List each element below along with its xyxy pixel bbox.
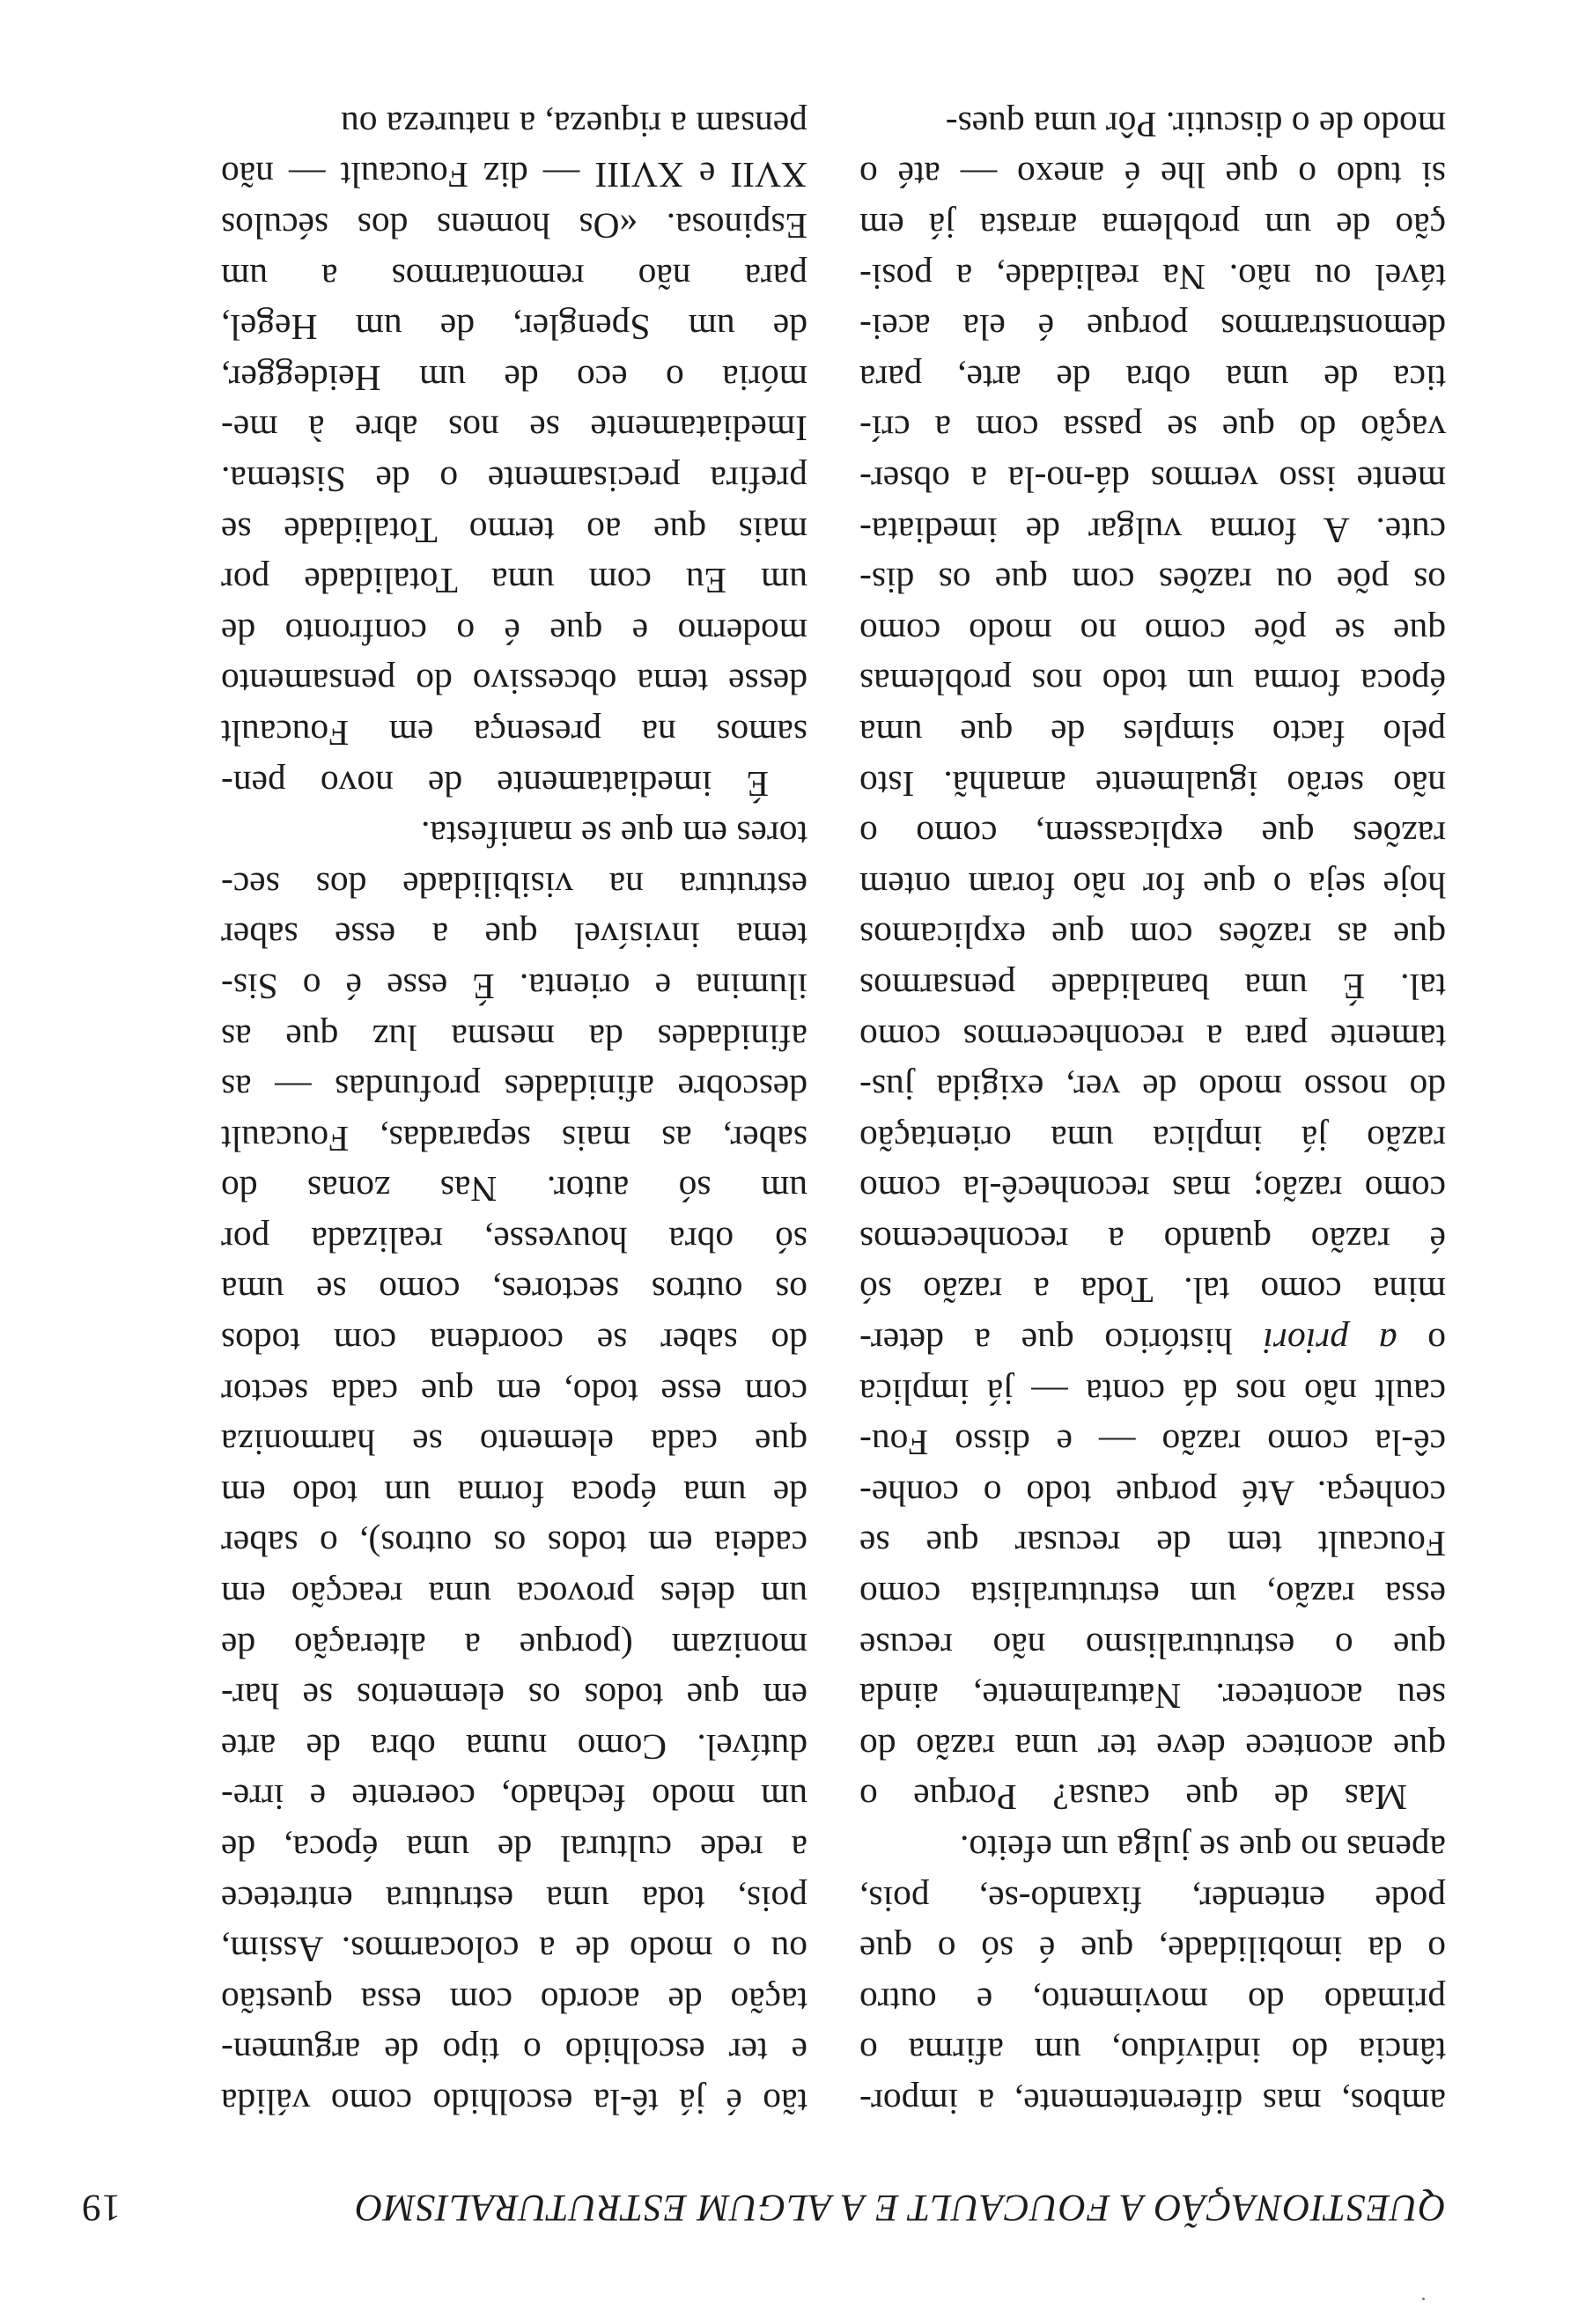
text-line: que se põe como no modo como [859, 611, 1446, 652]
text-line: cute. A forma vulgar de imediata- [859, 510, 1446, 551]
text-line: prefira precisamente o de Sistema. [221, 460, 807, 500]
text-line: um modo fechado, coerente e irre- [221, 1777, 807, 1819]
text-line: época forma um todo nos problemas [859, 662, 1446, 703]
text-line: mente isso vermos dá-no-la a obser- [859, 460, 1446, 500]
text-line: mais que ao termo Totalidade se [221, 510, 807, 551]
text-line: ambos, mas diferentemente, a impor- [859, 2082, 1446, 2122]
page-number: 19 [81, 2187, 121, 2228]
text-line: ou o modo de a colocarmos. Assim, [221, 1930, 807, 1971]
text-line: desse tema obcessivo do pensamento [221, 662, 807, 703]
text-line: tação de acordo com essa questão [221, 1980, 807, 2021]
text-line: XVII e XVIII — diz Foucault — não [221, 155, 807, 196]
text-line: demonstrarmos porque é ela acei- [859, 307, 1446, 349]
text-line: monizam (porque a alteração de [221, 1625, 807, 1666]
text-line: cê-la como razão — e disso Fou- [859, 1423, 1446, 1464]
text-line: vação do que se passa com a crí- [859, 408, 1446, 450]
text-line: tamente para a reconhecermos como [859, 1017, 1446, 1058]
text-line: ilumina e orienta. É esse é o Sis- [221, 966, 807, 1007]
text-line: pelo facto simples de que uma [859, 712, 1446, 754]
text-line: com esse todo, em que cada sector [221, 1372, 807, 1413]
text-line: tica de uma obra de arte, para [859, 357, 1446, 399]
text-line: pois, toda uma estrutura entretece [221, 1879, 807, 1920]
text-line: só obra houvesse, realizada por [221, 1219, 807, 1261]
text-line: samos na presença em Foucault [221, 712, 807, 754]
page-header [81, 2176, 1446, 2229]
text-line: Espinosa. «Os homens dos séculos [221, 206, 807, 247]
scan-speck [1422, 2298, 1425, 2300]
text-line: cadeia em todos os outros), o saber [221, 1524, 807, 1565]
text-line: tância do indivíduo, um afirma o [859, 2031, 1446, 2072]
text-line: seu acontecer. Naturalmente, ainda [859, 1676, 1446, 1717]
text-line: do nosso modo de ver, exigida jus- [859, 1068, 1446, 1109]
text-line: que o estruturalismo não recuse [859, 1625, 1446, 1666]
text-line: mória o eco de um Heidegger, [221, 357, 807, 399]
text-line: primado do movimento, e outro [859, 1980, 1446, 2021]
text-line: cault não nos dá conta — já implica [859, 1372, 1446, 1413]
text-line: essa razão, um estruturalista como [859, 1575, 1446, 1616]
text-line: apenas no que se julga um efeito. [959, 1828, 1446, 1870]
text-line: que as razões com que explicamos [859, 916, 1446, 957]
text-line: ção de um problema arrasta já em [859, 206, 1446, 247]
text-line: mina como tal. Toda a razão só [859, 1270, 1446, 1312]
text-line: e ter escolhido o tipo de argumen- [221, 2031, 807, 2072]
text-line: moderno e que é o confronto de [221, 611, 807, 652]
text-line: tores em que se manifesta. [420, 814, 807, 856]
text-line: É imediatamente de novo pen- [221, 763, 769, 805]
text-line: modo de o discutir. Pôr uma ques- [945, 104, 1446, 145]
text-line: Imediatamente se nos abre à me- [221, 408, 807, 450]
text-line: como razão; mas reconhecê-la como [859, 1169, 1446, 1210]
text-line: em que todos os elementos se har- [221, 1676, 807, 1717]
text-line: um Eu com uma Totalidade por [221, 561, 807, 602]
text-line: a rede cultural de uma época, de [221, 1828, 807, 1870]
text-line: um deles provoca uma reacção em [221, 1575, 807, 1616]
text-line: pensam a riqueza, a natureza ou [341, 104, 807, 145]
text-line: é razão quando a reconhecemos [859, 1219, 1446, 1261]
text-line: Foucault tem de recusar que se [859, 1524, 1446, 1565]
text-line: descobre afinidades profundas — as [221, 1068, 807, 1109]
text-line: si tudo o que lhe é anexo — até o [859, 155, 1446, 196]
text-line: não serão igualmente amanhã. Isto [859, 763, 1446, 805]
text-line: pode entender, fixando-se, pois, [859, 1879, 1446, 1920]
text-line: estrutura na visibilidade dos sec- [221, 864, 807, 906]
text-column-left [859, 99, 1446, 2127]
text-line: afinidades da mesma luz que as [221, 1017, 807, 1058]
text-line: de um Spengler, de um Hegel, [221, 307, 807, 349]
text-line: um só autor. Nas zonas do [221, 1169, 807, 1210]
text-line: hoje seja o que for não foram ontem [859, 864, 1446, 906]
text-line: para não remontarmos a um [221, 256, 807, 298]
text-line: tal. É uma banalidade pensarmos [859, 966, 1446, 1007]
text-line: conheça. Até porque todo o conhe- [859, 1473, 1446, 1514]
text-line: os outros sectores, como se uma [221, 1270, 807, 1312]
text-line: que cada elemento se harmoniza [221, 1423, 807, 1464]
text-line: tema invisível que a esse saber [221, 916, 807, 957]
text-line: Mas de que causa? Porque o [859, 1777, 1407, 1819]
text-line: de uma época forma um todo em [221, 1473, 807, 1514]
text-line: dutível. Como numa obra de arte [221, 1726, 807, 1768]
running-title: QUESTIONAÇÃO A FOUCAULT E A ALGUM ESTRUTURALISMO [354, 2187, 1446, 2228]
text-line: que acontece deve ter uma razão do [859, 1726, 1446, 1768]
text-line: tável ou não. Na realidade, a posi- [859, 256, 1446, 298]
text-line: razões que explicassem, como o [859, 814, 1446, 856]
text-line: razão já implica uma orientação [859, 1118, 1446, 1159]
text-line: os põe ou razões com que os dis- [859, 561, 1446, 602]
text-line: do saber se coordena com todos [221, 1321, 807, 1363]
text-line: saber, as mais separadas, Foucault [221, 1118, 807, 1159]
text-line: tão é já tê-la escolhido como válida [221, 2082, 807, 2122]
text-line: o da imobilidade, que é só o que [859, 1930, 1446, 1971]
text-line: o a priori histórico que a deter- [859, 1321, 1446, 1363]
text-column-right [221, 99, 807, 2127]
